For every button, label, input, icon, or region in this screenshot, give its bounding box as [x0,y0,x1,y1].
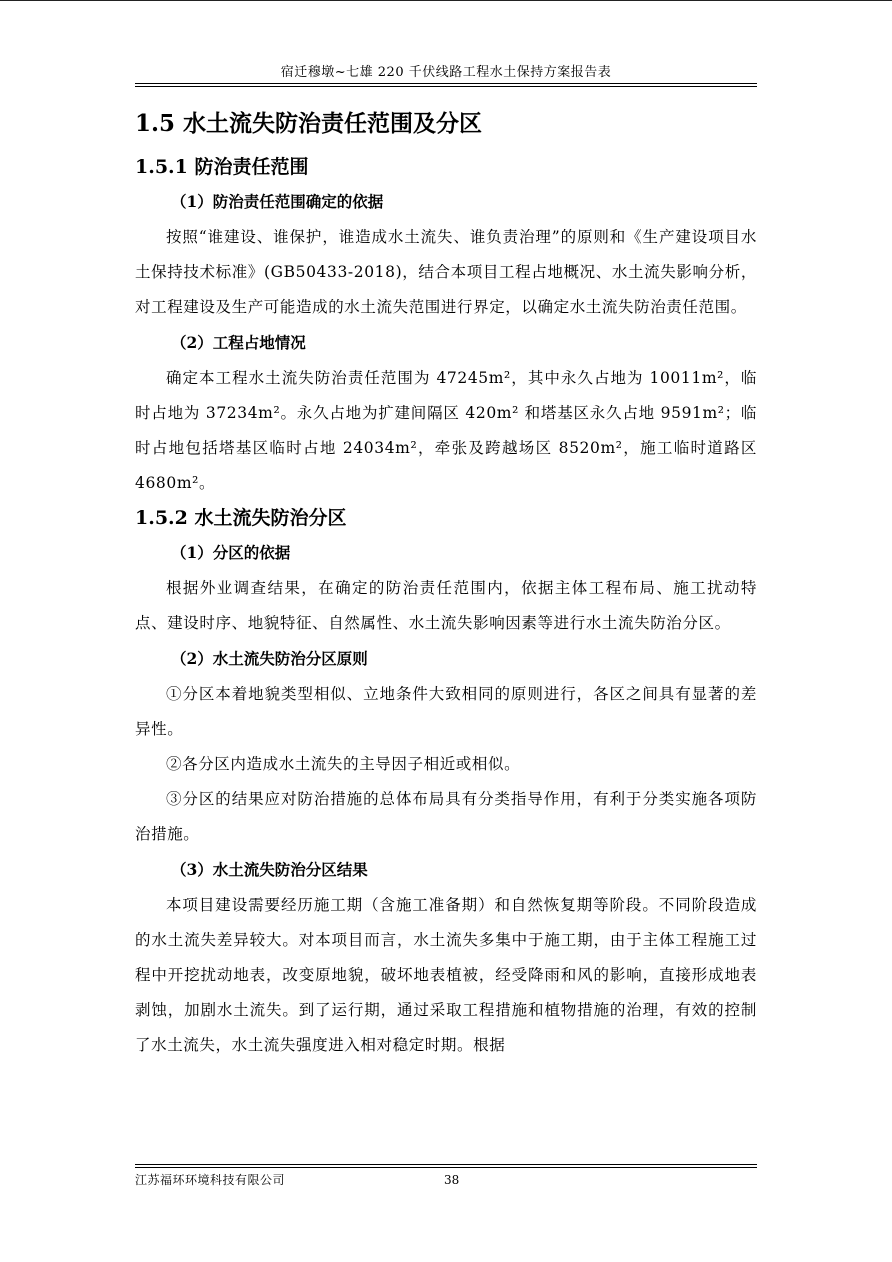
paragraph-principle-1: ①分区本着地貌类型相似、立地条件大致相同的原则进行，各区之间具有显著的差异性。 [135,685,757,738]
paragraph-principle-3: ③分区的结果应对防治措施的总体布局具有分类指导作用，有利于分类实施各项防治措施。 [135,790,757,843]
subsection-title-responsibility: 1.5.1 防治责任范围 [135,156,309,178]
page-body [135,104,757,1063]
page-top-border [0,0,892,1]
paragraph-land-occupation: 确定本工程水土流失防治责任范围为 47245m²，其中永久占地为 10011m²，临时占地为 37234m²。永久占地为扩建间隔区 420m² 和塔基区永久占地 9591m²；临时占地包括塔基区临时占地 24034m²，牵张及跨越场区 8520m²，施工临时道路区 4680m²。 [135,369,757,492]
paragraph-zoning-results: 本项目建设需要经历施工期（含施工准备期）和自然恢复期等阶段。不同阶段造成的水土流失差异较大。对本项目而言，水土流失多集中于施工期，由于主体工程施工过程中开挖扰动地表，改变原地貌，破坏地表植被，经受降雨和风的影响，直接形成地表剥蚀，加剧水土流失。到了运行期，通过采取工程措施和植物措施的治理，有效的控制了水土流失，水土流失强度进入相对稳定时期。根据 [135,896,757,1054]
running-header: 宿迁穆墩~七雄 220 千伏线路工程水土保持方案报告表 [280,65,612,80]
heading-land-occupation: （2）工程占地情况 [171,333,306,352]
paragraph-principle-2: ②各分区内造成水土流失的主导因子相近或相似。 [166,755,521,773]
heading-zoning-basis: （1）分区的依据 [171,543,291,562]
section-title: 1.5 水土流失防治责任范围及分区 [135,110,483,137]
footer-rule [135,1164,757,1168]
subsection-title-zoning: 1.5.2 水土流失防治分区 [135,507,347,529]
header-rule [135,83,757,87]
heading-zoning-principles: （2）水土流失防治分区原则 [171,649,368,668]
paragraph-responsibility-basis: 按照“谁建设、谁保护，谁造成水土流失、谁负责治理”的原则和《生产建设项目水土保持技术标准》(GB50433-2018)，结合本项目工程占地概况、水土流失影响分析，对工程建设及生产可能造成的水土流失范围进行界定，以确定水土流失防治责任范围。 [135,228,757,316]
paragraph-zoning-basis: 根据外业调查结果，在确定的防治责任范围内，依据主体工程布局、施工扰动特点、建设时序、地貌特征、自然属性、水土流失影响因素等进行水土流失防治分区。 [135,579,757,632]
heading-zoning-results: （3）水土流失防治分区结果 [171,860,368,879]
page-number: 38 [444,1173,460,1187]
footer-company: 江苏福环环境科技有限公司 [135,1173,286,1187]
heading-responsibility-basis: （1）防治责任范围确定的依据 [171,192,384,211]
